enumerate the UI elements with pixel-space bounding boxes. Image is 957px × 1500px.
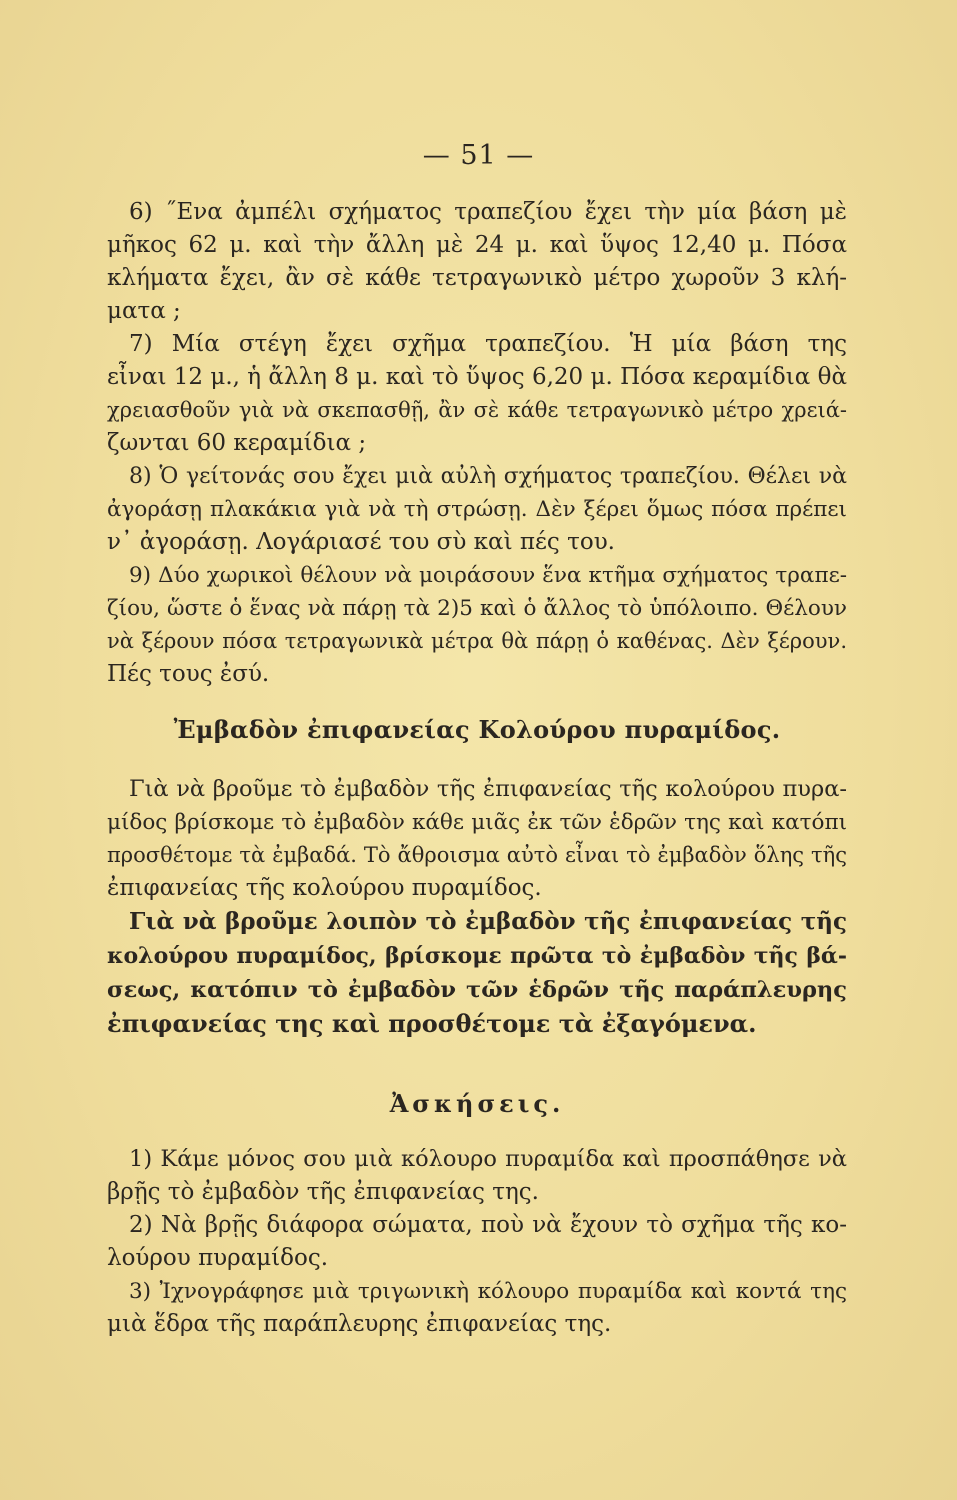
section-title: Ἐμβαδὸν ἐπιφανείας Κολούρου πυραμίδος.: [173, 715, 781, 744]
text-line: χρειασθοῦν γιὰ νὰ σκεπασθῇ, ἂν σὲ κάθε τετραγωνικὸ μέτρο χρειά-: [107, 398, 847, 422]
exercise-9: [107, 559, 847, 691]
exercise-6: [107, 196, 847, 328]
text-line: ζίου, ὥστε ὁ ἕνας νὰ πάρῃ τὰ 2)5 καὶ ὁ ἄλλος τὸ ὑπόλοιπο. Θέλουν: [107, 596, 847, 621]
text-line: 7) Μία στέγη ἔχει σχῆμα τραπεζίου. Ἡ μία βάση της: [129, 331, 847, 357]
text-line: ματα ;: [107, 298, 181, 324]
text-line: μιὰ ἕδρα τῆς παράπλευρης ἐπιφανείας της.: [107, 1311, 612, 1337]
text-line: εἶναι 12 μ., ἡ ἄλλη 8 μ. καὶ τὸ ὕψος 6,20 μ. Πόσα κεραμίδια θὰ: [107, 364, 847, 390]
text-line: ζωνται 60 κεραμίδια ;: [107, 430, 367, 456]
text-line: προσθέτομε τὰ ἐμβαδά. Τὸ ἄθροισμα αὐτὸ εἶναι τὸ ἐμβαδὸν ὅλης τῆς: [107, 843, 847, 867]
text-line: 9) Δύο χωρικοὶ θέλουν νὰ μοιράσουν ἕνα κτῆμα σχήματος τραπε-: [129, 563, 847, 588]
page-body: [107, 196, 847, 1341]
text-line: ἀγοράσῃ πλακάκια γιὰ νὰ τὴ στρώσῃ. Δὲν ξέρει ὅμως πόσα πρέπει: [107, 497, 847, 522]
page-number: — 51 —: [422, 140, 535, 171]
text-line: νὰ ξέρουν πόσα τετραγωνικὰ μέτρα θὰ πάρῃ ὁ καθένας. Δὲν ξέρουν.: [107, 629, 847, 653]
text-line: 1) Κάμε μόνος σου μιὰ κόλουρο πυραμίδα καὶ προσπάθησε νὰ: [129, 1146, 847, 1172]
text-line: Πές τους ἐσύ.: [107, 661, 270, 687]
text-line: 6) ˝Ενα ἀμπέλι σχήματος τραπεζίου ἔχει τὴν μία βάση μὲ: [129, 199, 847, 225]
text-line: κολούρου πυραμίδος, βρίσκομε πρῶτα τὸ ἐμβαδὸν τῆς βά-: [107, 943, 847, 969]
text-line: λούρου πυραμίδος.: [107, 1245, 329, 1271]
exercise-7: [107, 328, 847, 460]
text-line: ν᾿ ἀγοράσῃ. Λογάριασέ του σὺ καὶ πές του.: [107, 529, 615, 555]
exercises-heading: Ἀσκήσεις.: [389, 1089, 565, 1118]
text-line: ἐπιφανείας της καὶ προσθέτομε τὰ ἐξαγόμενα.: [107, 1009, 757, 1038]
text-line: Γιὰ νὰ βροῦμε λοιπὸν τὸ ἐμβαδὸν τῆς ἐπιφανείας τῆς: [129, 908, 847, 935]
exercise-1: [107, 1143, 847, 1209]
text-line: μίδος βρίσκομε τὸ ἐμβαδὸν κάθε μιᾶς ἐκ τῶν ἑδρῶν της καὶ κατόπι: [107, 810, 847, 835]
text-line: βρῇς τὸ ἐμβαδὸν τῆς ἐπιφανείας της.: [107, 1179, 539, 1205]
explanation-paragraph: [107, 773, 847, 905]
text-line: κλήματα ἔχει, ἂν σὲ κάθε τετραγωνικὸ μέτρο χωροῦν 3 κλή-: [107, 265, 847, 291]
rule-paragraph: [107, 905, 847, 1041]
exercise-3: [107, 1275, 847, 1341]
text-line: Γιὰ νὰ βροῦμε τὸ ἐμβαδὸν τῆς ἐπιφανείας τῆς κολούρου πυρα-: [129, 776, 847, 802]
exercise-2: [107, 1209, 847, 1275]
exercise-8: [107, 460, 847, 559]
text-line: μῆκος 62 μ. καὶ τὴν ἄλλη μὲ 24 μ. καὶ ὕψος 12,40 μ. Πόσα: [107, 232, 847, 258]
text-line: ἐπιφανείας τῆς κολούρου πυραμίδος.: [107, 875, 542, 901]
text-line: 3) Ἰχνογράφησε μιὰ τριγωνικὴ κόλουρο πυραμίδα καὶ κοντά της: [129, 1279, 847, 1304]
text-line: σεως, κατόπιν τὸ ἐμβαδὸν τῶν ἑδρῶν τῆς παράπλευρης: [107, 977, 847, 1003]
text-line: 8) Ὁ γείτονάς σου ἔχει μιὰ αὐλὴ σχήματος τραπεζίου. Θέλει νὰ: [129, 464, 847, 489]
text-line: 2) Νὰ βρῇς διάφορα σώματα, ποὺ νὰ ἔχουν τὸ σχῆμα τῆς κο-: [129, 1212, 847, 1238]
